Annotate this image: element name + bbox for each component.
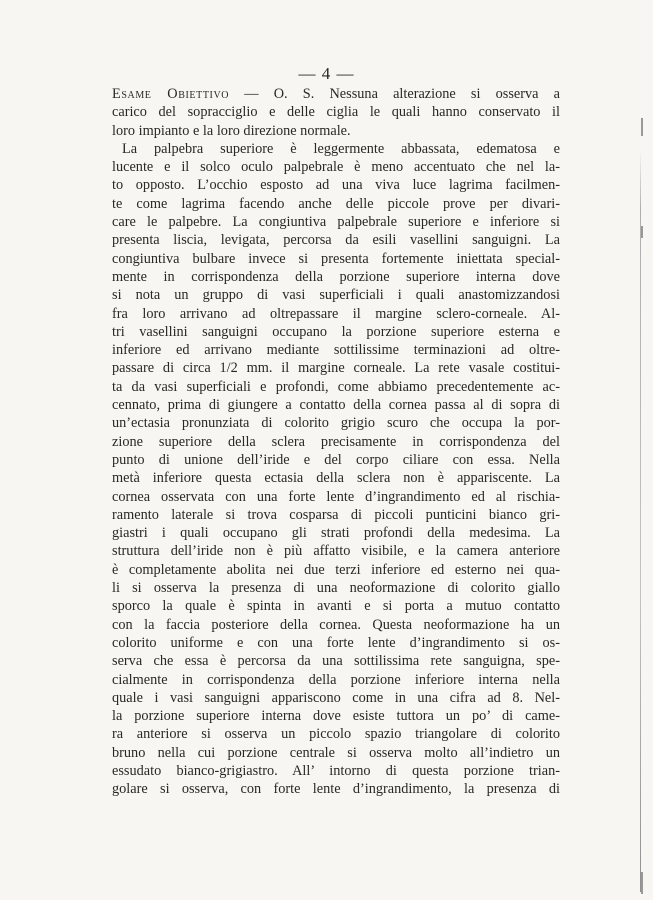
text-line: bruno nella cui porzione centrale si osserva molto all’indietro un [112,744,560,761]
text-line: mente in corrispondenza della porzione superiore interna dove [112,268,560,285]
text-line: te come lagrima facendo anche delle piccole prove per divari- [112,195,560,212]
text-line: un’ectasia pronunziata di colorito grigio scuro che occupa la por- [112,415,560,432]
text-line: la porzione superiore interna dove esiste tuttora un po’ di came- [112,708,560,725]
page-edge-shadow [640,150,641,892]
section-heading: Esame Obiettivo [112,86,230,102]
text-line: to opposto. L’occhio esposto ad una viva luce lagrima facilmen- [112,177,560,194]
text-line: Esame Obiettivo — O. S. Nessuna alterazione si osserva a [112,86,560,102]
text-line: con la faccia posteriore della cornea. Questa neoformazione ha un [112,616,560,633]
page-number: — 4 — [298,64,355,83]
text-line: quale i vasi sanguigni appariscono come in una cifra ad 8. Nel- [112,689,560,706]
text-line: golare si osserva, con forte lente d’ingrandimento, la presenza di [112,781,560,798]
text-line: ramento laterale si trova cosparsa di piccoli punticini bianco gri- [112,506,560,523]
text-line: giastri i quali occupano gli strati profondi della medesima. La [112,525,560,542]
text-line: inferiore ed arrivano mediante sottilissime terminazioni ad oltre- [112,342,560,359]
text-line: essudato bianco-grigiastro. All’ intorno di questa porzione trian- [112,762,560,779]
text-line: si nota un gruppo di vasi superficiali i quali anastomizzandosi [112,287,560,304]
text-line: colorito uniforme e con una forte lente d’ingrandimento si os- [112,634,560,651]
text-line: carico del sopracciglio e delle ciglia le quali hanno conservato il [112,104,560,121]
text-line: punto di unione dell’iride e del corpo ciliare con essa. Nella [112,451,560,468]
body-text [112,85,560,799]
text-line: ra anteriore si osserva un piccolo spazio triangolare di colorito [112,726,560,743]
text-line: è completamente abolita nei due terzi inferiore ed esterno nei qua- [112,561,560,578]
text-line: zione superiore della sclera precisamente in corrispondenza del [112,433,560,450]
text-line: serva che essa è percorsa da una sottilissima rete sanguigna, spe- [112,653,560,670]
text-line: La palpebra superiore è leggermente abbassata, edematosa e [122,140,560,157]
text-line: presenta liscia, levigata, percorsa da esili vasellini sanguigni. La [112,232,560,249]
text-line: li si osserva la presenza di una neoformazione di colorito giallo [112,580,560,597]
text-line: lucente e il solco oculo palpebrale è meno accentuato che nel la- [112,159,560,176]
text-line: metà inferiore questa ectasia della sclera non è appariscente. La [112,470,560,487]
margin-mark [641,226,643,238]
text-line: struttura dell’iride non è più affatto visibile, e la camera anteriore [112,543,560,560]
text-line: care le palpebre. La congiuntiva palpebrale superiore e inferiore si [112,214,560,231]
text-line: cornea osservata con una forte lente d’ingrandimento ed al rischia- [112,488,560,505]
text-line: loro impianto e la loro direzione normale. [112,122,351,139]
text-line: cennato, prima di giungere a contatto della cornea passa al di sopra di [112,397,560,414]
margin-mark [641,118,643,136]
text-line: congiuntiva bulbare invece si presenta fortemente iniettata special- [112,250,560,267]
text-line: cialmente in corrispondenza della porzione inferiore interna nella [112,671,560,688]
text-line: sporco la quale è spinta in avanti e si porta a mutuo contatto [112,598,560,615]
margin-mark [641,872,643,894]
text-line: tri vasellini sanguigni occupano la porzione superiore esterna e [112,323,560,340]
text-line: fra loro arrivano ad oltrepassare il margine sclero-corneale. Al- [112,305,560,322]
text-line: passare di circa 1/2 mm. il margine corneale. La rete vasale costitui- [112,360,560,377]
text-line: ta da vasi superficiali e profondi, come abbiamo precedentemente ac- [112,378,560,395]
